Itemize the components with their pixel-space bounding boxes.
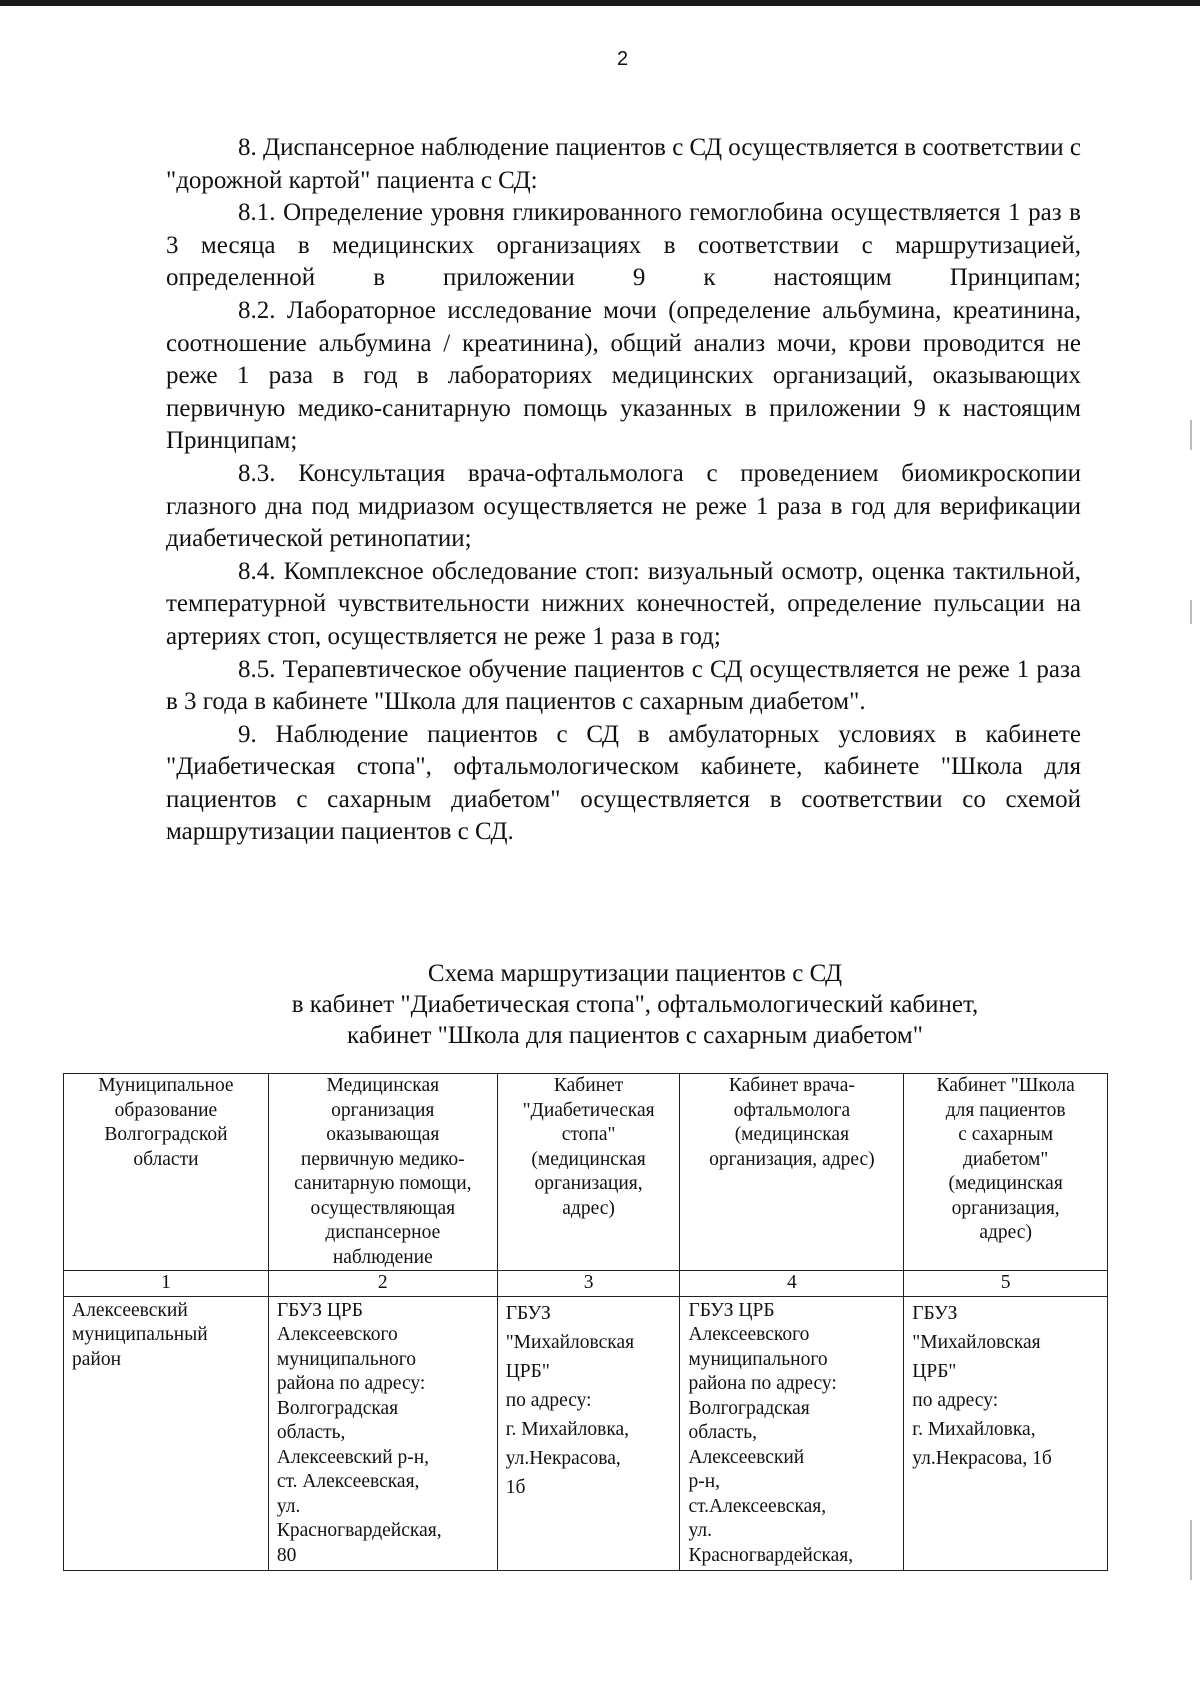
scan-edge-mark [1190, 600, 1192, 624]
column-number: 3 [497, 1271, 680, 1297]
routing-table [63, 1073, 1108, 1571]
column-number: 2 [268, 1271, 497, 1297]
cell-diabetes-school: ГБУЗ "Михайловская ЦРБ" по адресу: г. Михайловка, ул.Некрасова, 1б [904, 1296, 1108, 1571]
caption-line: Схема маршрутизации пациентов с СД [427, 960, 843, 987]
column-number: 4 [680, 1271, 904, 1297]
column-number: 1 [64, 1271, 269, 1297]
body-text [166, 132, 1081, 849]
paragraph-8-2: 8.2. Лабораторное исследование мочи (определение альбумина, креатинина, соотношение альбумина / креатинина), общий анализ мочи, крови проводится не реже 1 раза в год в лабораториях медицинских организаций, оказывающих первичную медико-санитарную помощь указанных в приложении 9 к настоящим Принципам; [166, 296, 1081, 455]
header-cell: Кабинет "Школа для пациентов с сахарным диабетом" (медицинская организация, адрес) [904, 1074, 1108, 1271]
scan-edge-mark [1190, 1520, 1192, 1580]
cell-municipality: Алексеевский муниципальный район [64, 1296, 269, 1571]
table-row [64, 1296, 1108, 1571]
table-caption [150, 958, 1120, 1051]
paragraph-8-1: 8.1. Определение уровня гликированного гемоглобина осуществляется 1 раз в 3 месяца в медицинских организациях в соответствии с маршрутизацией, определенной в приложении 9 к настоящим Принципам; [166, 199, 1081, 292]
scan-edge-mark [1190, 420, 1192, 450]
paragraph-8-4: 8.4. Комплексное обследование стоп: визуальный осмотр, оценка тактильной, температурной чувствительности нижних конечностей, определение пульсации на артериях стоп, осуществляется не реже 1 раза в год; [166, 557, 1081, 650]
column-number: 5 [904, 1271, 1108, 1297]
paragraph-8-3: 8.3. Консультация врача-офтальмолога с проведением биомикроскопии глазного дна под мидриазом осуществляется не реже 1 раза в год для верификации диабетической ретинопатии; [166, 459, 1081, 553]
header-cell: Кабинет "Диабетическая стопа" (медицинская организация, адрес) [497, 1074, 680, 1271]
header-cell: Медицинская организация оказывающая первичную медико- санитарную помощи, осуществляющая диспансерное наблюдение [268, 1074, 497, 1271]
cell-primary-org: ГБУЗ ЦРБ Алексеевского муниципального района по адресу: Волгоградская область, Алексеевский р-н, ст. Алексеевская, ул. Красногвардейская, 80 [268, 1296, 497, 1571]
header-cell: Муниципальное образование Волгоградской области [64, 1074, 269, 1271]
paragraph-9: 9. Наблюдение пациентов с СД в амбулаторных условиях в кабинете "Диабетическая стопа", офтальмологическом кабинете, кабинете "Школа для пациентов с сахарным диабетом" осуществляется в соответствии со схемой маршрутизации пациентов с СД. [166, 720, 1081, 846]
caption-line: кабинет "Школа для пациентов с сахарным диабетом" [347, 1022, 923, 1049]
paragraph-8: 8. Диспансерное наблюдение пациентов с СД осуществляется в соответствии с "дорожной картой" пациента с СД: [166, 134, 1081, 194]
paragraph-8-5: 8.5. Терапевтическое обучение пациентов с СД осуществляется не реже 1 раза в 3 года в кабинете "Школа для пациентов с сахарным диабетом". [166, 655, 1081, 716]
scan-top-border [0, 0, 1200, 6]
table-header-row [64, 1074, 1108, 1271]
caption-line: в кабинет "Диабетическая стопа", офтальмологический кабинет, [291, 991, 979, 1018]
cell-ophthalmologist: ГБУЗ ЦРБ Алексеевского муниципального района по адресу: Волгоградская область, Алексеевский р-н, ст.Алексеевская, ул. Красногвардейская, [680, 1296, 904, 1571]
column-number-row [64, 1271, 1108, 1297]
page-number: 2 [616, 48, 629, 70]
cell-diabetic-foot: ГБУЗ "Михайловская ЦРБ" по адресу: г. Михайловка, ул.Некрасова, 1б [497, 1296, 680, 1571]
header-cell: Кабинет врача- офтальмолога (медицинская организация, адрес) [680, 1074, 904, 1271]
